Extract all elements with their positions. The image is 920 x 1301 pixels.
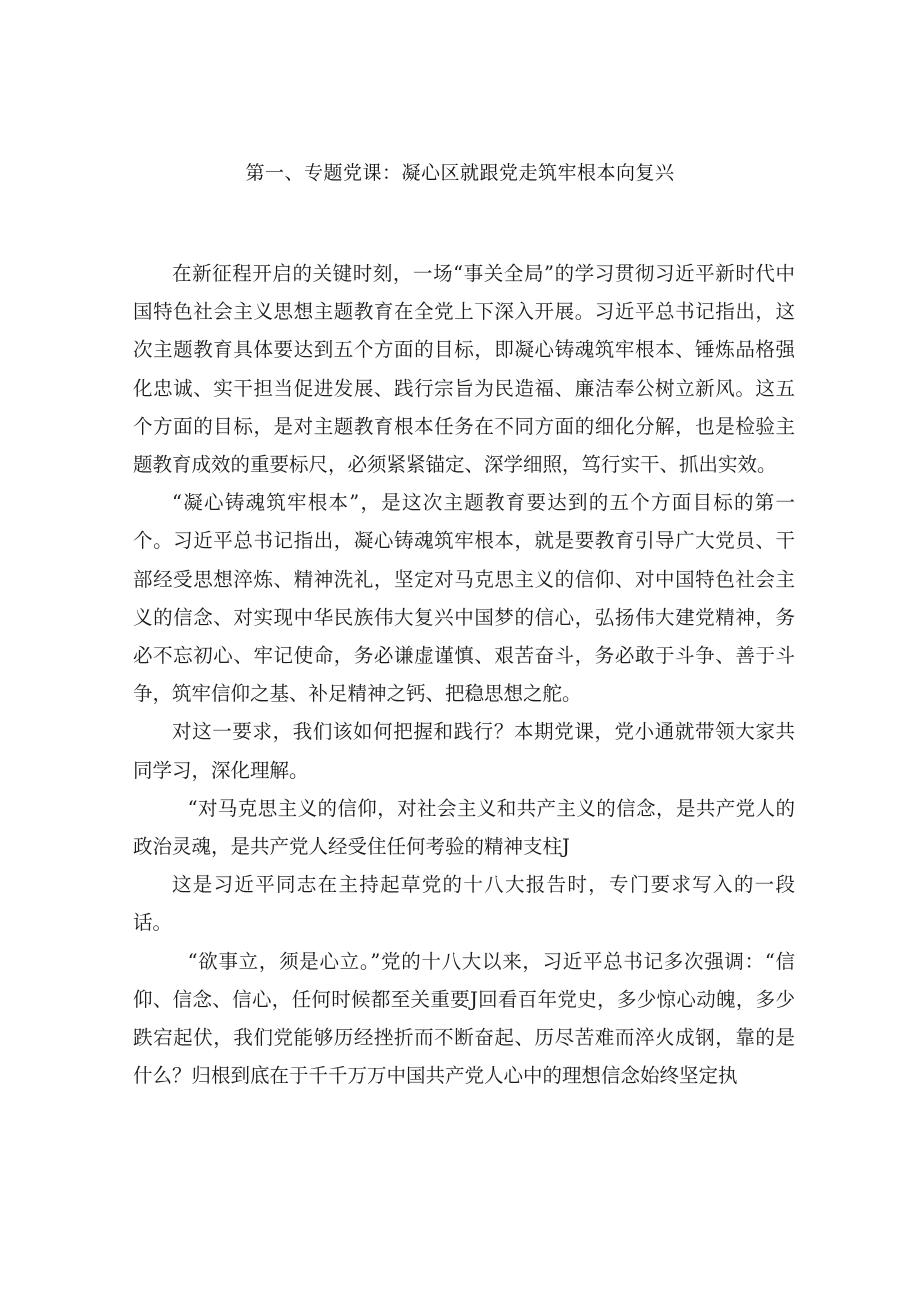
paragraph-goal: “凝心铸魂筑牢根本”，是这次主题教育要达到的五个方面目标的第一个。习近平总书记指出，凝心铸魂筑牢根本，就是要教育引导广大党员、干部经受思想淬炼、精神洗礼，坚定对马克思主义的信仰、对中国特色社会主义的信念、对实现中华民族伟大复兴中国梦的信心，弘扬伟大建党精神，务必不忘初心、牢记使命，务必谦虚谨慎、艰苦奋斗，务必敢于斗争、善于斗争，筑牢信仰之基、补足精神之钙、把稳思想之舵。 [133, 491, 795, 706]
paragraph-question: 对这一要求，我们该如何把握和践行？本期党课，党小通就带领大家共同学习，深化理解。 [133, 720, 795, 782]
paragraph-report: 这是习近平同志在主持起草党的十八大报告时，专门要求写入的一段话。 [133, 873, 795, 935]
paragraph-quote: “对马克思主义的信仰，对社会主义和共产主义的信念，是共产党人的政治灵魂，是共产党人经受住任何考验的精神支柱J [133, 796, 795, 859]
paragraph-intro: 在新征程开启的关键时刻，一场“事关全局”的学习贯彻习近平新时代中国特色社会主义思想主题教育在全党上下深入开展。习近平总书记指出，这次主题教育具体要达到五个方面的目标，即凝心铸魂筑牢根本、锤炼品格强化忠诚、实干担当促进发展、践行宗旨为民造福、廉洁奉公树立新风。这五个方面的目标，是对主题教育根本任务在不同方面的细化分解，也是检验主题教育成效的重要标尺，必须紧紧锚定、深学细照，笃行实干、抓出实效。 [133, 262, 795, 477]
document-title: 第一、专题党课：凝心区就跟党走筑牢根本向复兴 [245, 162, 675, 184]
paragraph-history: “欲事立，须是心立。”党的十八大以来，习近平总书记多次强调：“信仰、信念、信心，任何时候都至关重要J回看百年党史，多少惊心动魄，多少跌宕起伏，我们党能够历经挫折而不断奋起、历尽苦难而淬火成钢，靠的是什么？归根到底在于千千万万中国共产党人心中的理想信念始终坚定执 [133, 949, 795, 1088]
document-body [133, 255, 795, 1095]
